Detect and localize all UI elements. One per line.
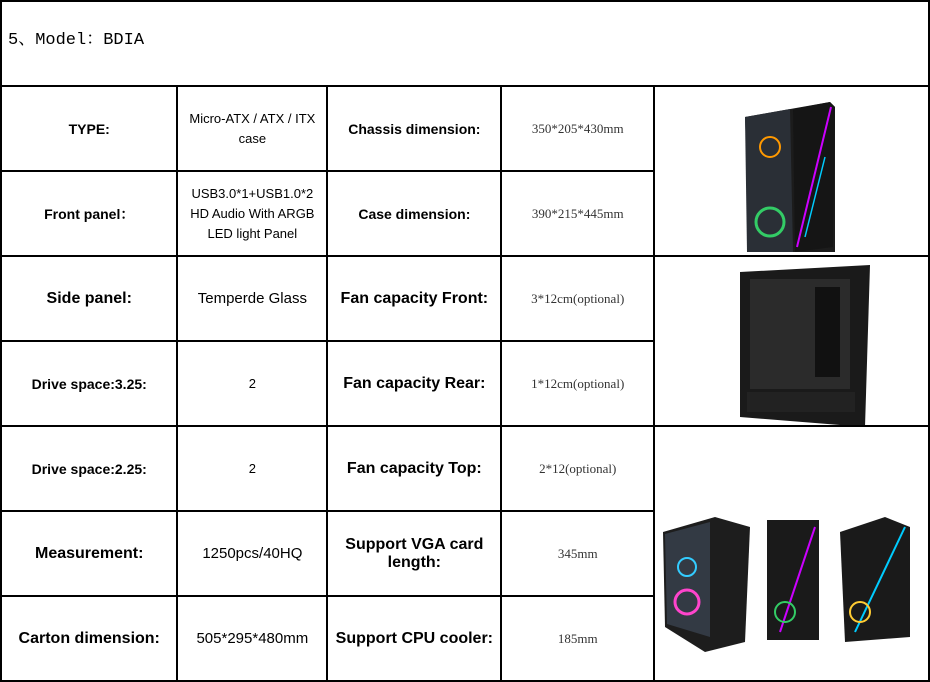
model-title: 5、Model：BDIA (8, 31, 145, 50)
value-chassis-dimension: 350*205*430mm (501, 86, 654, 171)
label-carton-dimension: Carton dimension: (1, 596, 177, 681)
table-row (1, 256, 929, 341)
label-fan-rear: Fan capacity Rear: (327, 341, 501, 426)
label-cpu-cooler: Support CPU cooler: (327, 596, 501, 681)
value-carton-dimension: 505*295*480mm (177, 596, 327, 681)
case-side-image (655, 257, 928, 425)
value-side-panel: Temperde Glass (177, 256, 327, 341)
label-chassis-dimension: Chassis dimension: (327, 86, 501, 171)
case-group-image (655, 427, 928, 680)
label-fan-front: Fan capacity Front: (327, 256, 501, 341)
value-measurement: 1250pcs/40HQ (177, 511, 327, 596)
value-vga-length: 345mm (501, 511, 654, 596)
value-type: Micro-ATX / ATX / ITX case (177, 86, 327, 171)
value-front-panel: USB3.0*1+USB1.0*2 HD Audio With ARGB LED light Panel (177, 171, 327, 256)
value-case-dimension: 390*215*445mm (501, 171, 654, 256)
case-front-image (655, 87, 928, 255)
value-fan-front: 3*12cm(optional) (501, 256, 654, 341)
value-fan-top: 2*12(optional) (501, 426, 654, 511)
table-row (1, 426, 929, 511)
label-front-panel: Front panel： (1, 171, 177, 256)
label-fan-top: Fan capacity Top: (327, 426, 501, 511)
product-image-front (654, 86, 929, 256)
label-type: TYPE: (1, 86, 177, 171)
label-measurement: Measurement: (1, 511, 177, 596)
value-fan-rear: 1*12cm(optional) (501, 341, 654, 426)
label-drive-325: Drive space:3.25: (1, 341, 177, 426)
value-drive-325: 2 (177, 341, 327, 426)
spec-table (0, 85, 930, 682)
product-image-group (654, 426, 929, 681)
product-image-side (654, 256, 929, 426)
table-row (1, 86, 929, 171)
value-drive-225: 2 (177, 426, 327, 511)
title-row (0, 0, 930, 87)
label-drive-225: Drive space:2.25: (1, 426, 177, 511)
label-vga-length: Support VGA card length: (327, 511, 501, 596)
value-cpu-cooler: 185mm (501, 596, 654, 681)
label-case-dimension: Case dimension: (327, 171, 501, 256)
label-side-panel: Side panel: (1, 256, 177, 341)
